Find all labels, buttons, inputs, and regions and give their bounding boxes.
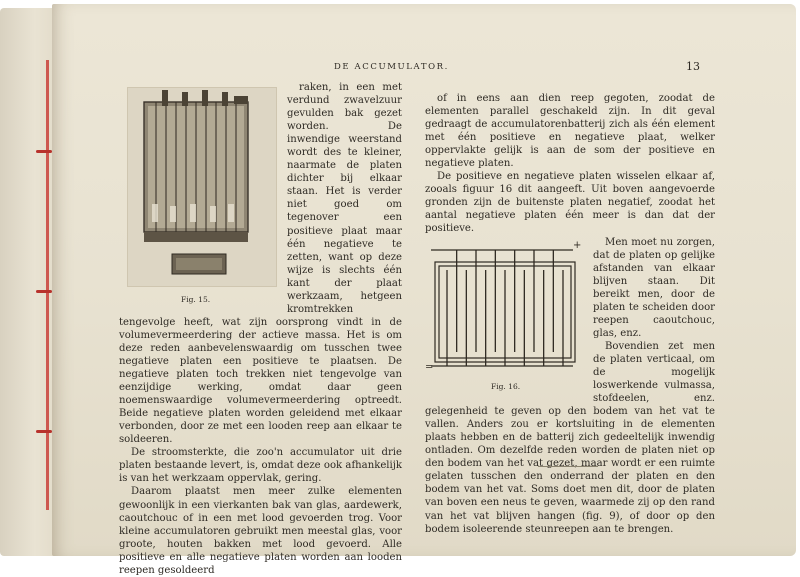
figure-15-frame — [127, 87, 277, 287]
section-divider — [538, 466, 598, 467]
paragraph: Daarom plaatst men meer zulke elementen gewoonlijk in een vierkanten bak van glas, aardewerk, caoutchouc of in een met lood gevoerden trog. Voor kleine accumulatoren gebruikt men meestal glas, voor groote, houten bakken met lood gevoerd. Alle positieve en alle negatieve platen worden aan looden reepen gesoldeerd — [119, 486, 402, 576]
paragraph: raken, in een met verdund zwavelzuur gevulden bak gezet worden. De inwendige weerstand wordt des te kleiner, naarmate de platen dichter bij elkaar staan. Het is verder niet goed om tegenover een positieve plaat maar één negatieve te zetten, want op deze wijze is slechts één kant der plaat werkzaam, hetgeen kromtrekken tengevolge heeft, wat zijn oorsprong vindt in de volumevermeerdering der actieve massa. Het is om deze reden aanbevelenswaardig om tusschen twee negatieve platen een positieve te plaatsen. De negatieve platen toch trekken niet tengevolge van eenzijdige werking, omdat daar geen noemenswaardige volumevermeerdering optreedt. Beide negatieve platen worden geleidend met elkaar verbonden, door ze met een looden reep aan elkaar te soldeeren. — [119, 82, 402, 446]
figure-15-caption: Fig. 15. — [181, 295, 211, 304]
binding-thread — [46, 60, 49, 510]
plate-diagram — [425, 240, 585, 380]
paragraph: De stroomsterkte, die zoo'n accumulator uit drie platen bestaande levert, is, omdat deze ook afhankelijk is van het werkzaam oppervlak, gering. — [119, 447, 402, 485]
figure-16-caption: Fig. 16. — [491, 381, 521, 391]
binding-stitch — [36, 430, 52, 433]
paragraph: of in eens aan dien reep gegoten, zoodat de elementen parallel geschakeld zijn. In dit geval gedraagt de accumulatorenbatterij zich als één element met één positieve en negatieve plaat, welker oppervlakte gelijk is aan de som der positieve en negatieve platen. — [425, 93, 715, 170]
figure-15 — [119, 83, 279, 311]
right-column — [425, 92, 715, 536]
running-head-title: DE ACCUMULATOR. — [334, 62, 449, 72]
left-column — [119, 81, 402, 577]
binding-stitch — [36, 290, 52, 293]
running-head — [100, 60, 700, 78]
paragraph: De positieve en negatieve platen wisselen elkaar af, zooals figuur 16 dit aangeeft. Uit boven aangevoerde gronden zijn de buitenste platen negatief, zoodat het aantal negatieve platen één meer is dan dat der positieve. — [425, 171, 715, 235]
left-page-edge — [0, 8, 58, 556]
positive-label: + — [573, 239, 582, 251]
accumulator-illustration — [128, 88, 276, 286]
page-number: 13 — [686, 60, 700, 73]
paragraph: Bovendien zet men de platen verticaal, om de mogelijk loswerkende vulmassa, stofdeelen, enz. gelegenheid te geven op den bodem van het vat te vallen. Anders zou er kortsluiting in de elementen plaats hebben en de batterij zich gedeeltelijk inwendig ontladen. Om dezelfde reden worden de platen niet op den bodem van het vat gezet, maar wordt er een ruimte gelaten tusschen den onderrand der platen en den bodem van het vat. Soms doet men dit, door de platen van boven een neus te geven, waarmede zij op den rand van het vat blijven hangen (fig. 9), of door op den bodem isoleerende steunreepen aan te brengen. — [425, 340, 715, 535]
binding-stitch — [36, 150, 52, 153]
negative-label: = — [425, 361, 434, 373]
figure-16 — [425, 240, 585, 394]
paragraph: Men moet nu zorgen, dat de platen op gelijke afstanden van elkaar blijven staan. Dit bereikt men, door de platen te scheiden door reepen caoutchouc, glas, enz. — [593, 236, 715, 339]
